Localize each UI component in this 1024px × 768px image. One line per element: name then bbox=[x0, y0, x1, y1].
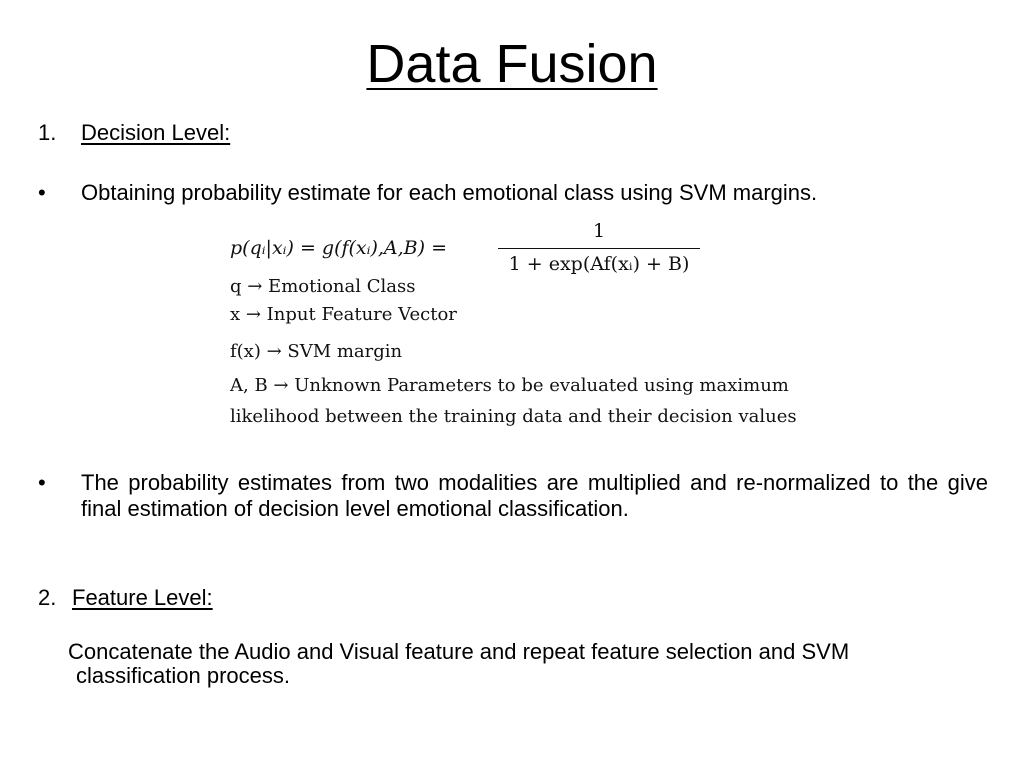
section-1-heading bbox=[38, 120, 231, 146]
section-2-label: Feature Level: bbox=[72, 585, 213, 610]
formula-block bbox=[228, 220, 838, 435]
formula-def-x: x → Input Feature Vector bbox=[230, 304, 457, 325]
slide-title bbox=[0, 28, 1024, 100]
formula-fraction-bar bbox=[498, 248, 700, 249]
bullet-1-mark: • bbox=[38, 180, 46, 205]
bullet-2-mark: • bbox=[38, 470, 46, 495]
section-2-heading bbox=[38, 585, 213, 611]
feature-level-line-1: Concatenate the Audio and Visual feature and repeat feature selection and SVM bbox=[68, 639, 850, 664]
formula-def-fx: f(x) → SVM margin bbox=[230, 341, 403, 362]
feature-level-line-2: classification process. bbox=[76, 663, 290, 688]
feature-level-description bbox=[68, 640, 988, 688]
formula-def-q: q → Emotional Class bbox=[230, 276, 416, 297]
section-2-number: 2. bbox=[38, 585, 57, 610]
slide-title-text: Data Fusion bbox=[366, 34, 658, 94]
formula-denominator: 1 + exp(Af(xᵢ) + B) bbox=[508, 253, 690, 275]
formula-lhs: p(qᵢ|xᵢ) = g(f(xᵢ),A,B) = bbox=[230, 237, 448, 259]
formula-def-ab: A, B → Unknown Parameters to be evaluated using maximum bbox=[230, 375, 789, 396]
bullet-2-text: The probability estimates from two modalities are multiplied and re-normalized to the give final estimation of decision level emotional classification. bbox=[81, 470, 988, 521]
formula-numerator: 1 bbox=[592, 220, 606, 242]
bullet-1-text: Obtaining probability estimate for each emotional class using SVM margins. bbox=[81, 180, 818, 205]
section-1-number: 1. bbox=[38, 120, 57, 145]
formula-def-ab-cont: likelihood between the training data and their decision values bbox=[230, 406, 797, 427]
section-1-label: Decision Level: bbox=[81, 120, 231, 145]
